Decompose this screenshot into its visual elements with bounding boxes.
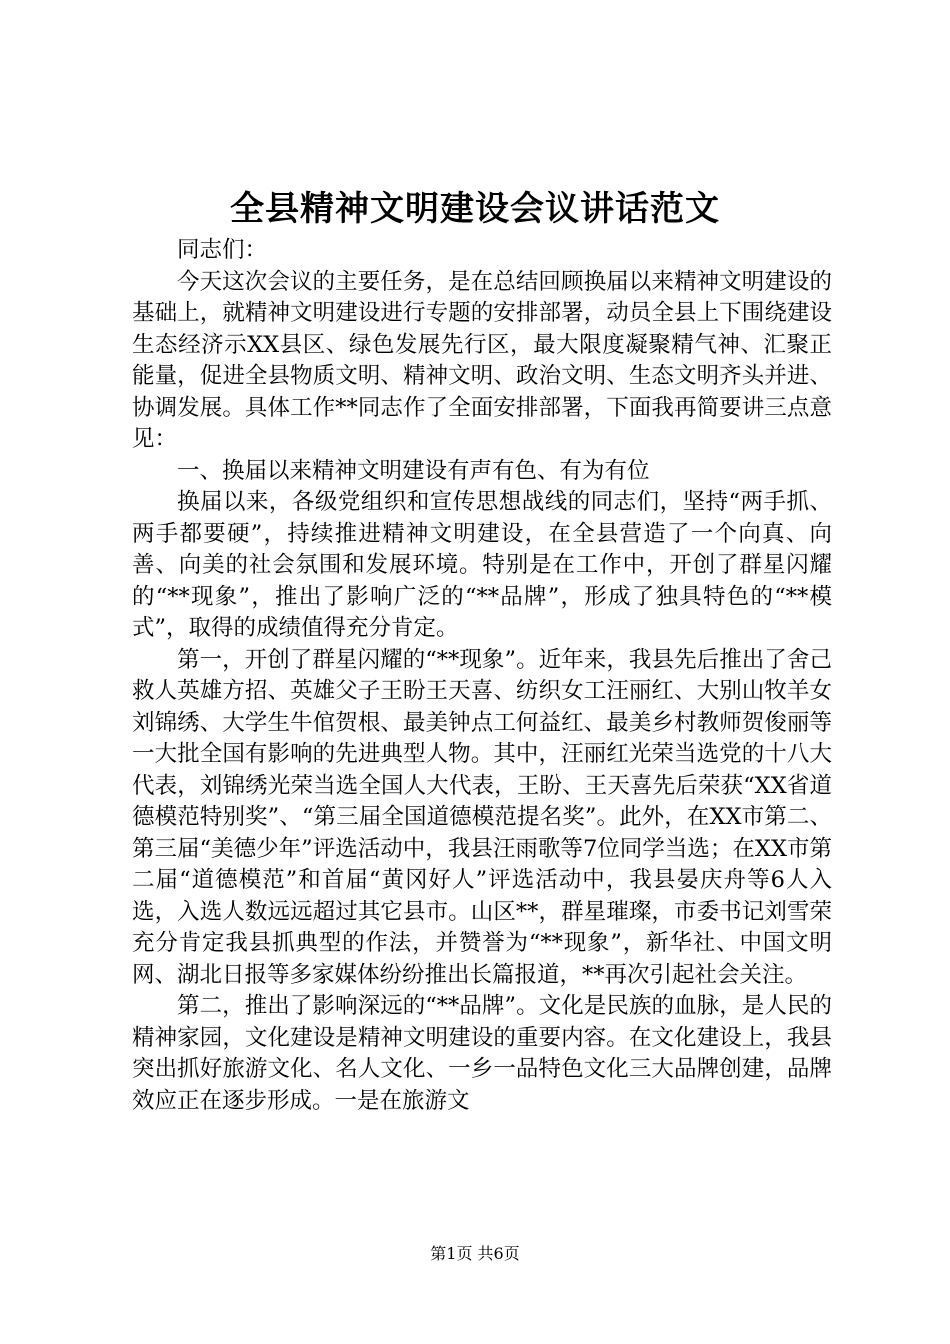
paragraph-second-point: 第二，推出了影响深远的“**品牌”。文化是民族的血脉，是人民的精神家园，文化建设是精神文明建设的重要内容。在文化建设上，我县突出抓好旅游文化、名人文化、一乡一品特色文化三大品牌创建，品牌效应正在逐步形成。一是在旅游文	[132, 993, 832, 1114]
document-body	[132, 235, 832, 1117]
section-heading-1: 一、换届以来精神文明建设有声有色、有为有位	[177, 457, 650, 484]
greeting: 同志们：	[177, 237, 268, 263]
paragraph-summary: 换届以来，各级党组织和宣传思想战线的同志们，坚持“两手抓、两手都要硬”，持续推进精神文明建设，在全县营造了一个向真、向善、向美的社会氛围和发展环境。特别是在工作中，开创了群星闪耀的“**现象”，推出了影响广泛的“**品牌”，形成了独具特色的“**模式”，取得的成绩值得充分肯定。	[132, 489, 832, 641]
document-title: 全县精神文明建设会议讲话范文	[230, 189, 720, 229]
paragraph-intro: 今天这次会议的主要任务，是在总结回顾换届以来精神文明建设的基础上，就精神文明建设进行专题的安排部署，动员全县上下围绕建设生态经济示XX县区、绿色发展先行区，最大限度凝聚精气神、汇聚正能量，促进全县物质文明、精神文明、政治文明、生态文明齐头并进、协调发展。具体工作**同志作了全面安排部署，下面我再简要讲三点意见：	[132, 268, 832, 452]
page-footer: 第1页 共6页	[430, 1244, 520, 1263]
paragraph-first-point: 第一，开创了群星闪耀的“**现象”。近年来，我县先后推出了舍己救人英雄方招、英雄父子王盼王天喜、纺织女工汪丽红、大别山牧羊女刘锦绣、大学生牛倌贺根、最美钟点工何益红、最美乡村教师贺俊丽等一大批全国有影响的先进典型人物。其中，汪丽红光荣当选党的十八大代表，刘锦绣光荣当选全国人大代表，王盼、王天喜先后荣获“XX省道德模范特别奖”、“第三届全国道德模范提名奖”。此外，在XX市第二、第三届“美德少年”评选活动中，我县汪雨歌等7位同学当选；在XX市第二届“道德模范”和首届“黄冈好人”评选活动中，我县晏庆舟等6人入选，入选人数远远超过其它县市。山区**，群星璀璨，市委书记刘雪荣充分肯定我县抓典型的作法，并赞誉为“**现象”，新华社、中国文明网、湖北日报等多家媒体纷纷推出长篇报道，**再次引起社会关注。	[132, 646, 832, 988]
